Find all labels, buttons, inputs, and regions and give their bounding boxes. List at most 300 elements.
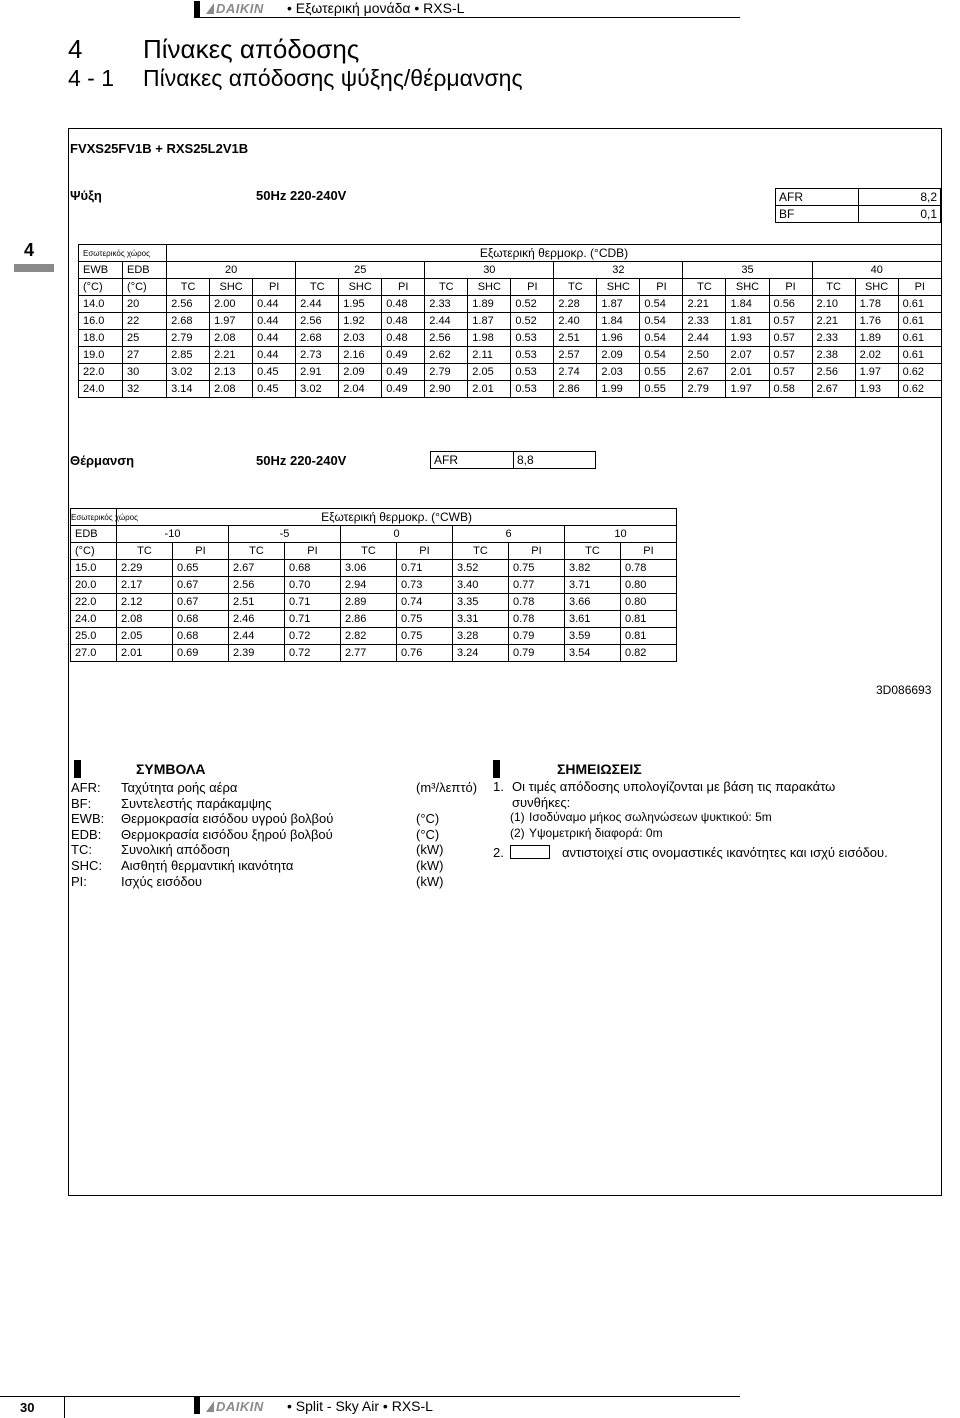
- table-row: [71, 611, 677, 628]
- table-cell: 16.0: [79, 313, 123, 330]
- table-cell: 0.75: [509, 560, 565, 577]
- table-cell: 2.01: [117, 645, 173, 662]
- table-cell: 2.13: [210, 364, 253, 381]
- table-cell: 0.72: [285, 628, 341, 645]
- table-cell: 2.44: [229, 628, 285, 645]
- table-cell: 0.68: [285, 560, 341, 577]
- table-cell: 0.74: [397, 594, 453, 611]
- cooling-subcol-header: PI: [640, 279, 683, 296]
- table-row: [79, 347, 942, 364]
- table-cell: 1.98: [468, 330, 511, 347]
- table-cell: 0.81: [621, 611, 677, 628]
- table-cell: 2.40: [554, 313, 597, 330]
- cooling-temp-header: 32: [554, 262, 683, 279]
- side-tab-number: 4: [24, 240, 35, 260]
- table-cell: 3.54: [565, 645, 621, 662]
- cooling-ewb-header: EWB: [79, 262, 123, 279]
- table-cell: 0.65: [173, 560, 229, 577]
- table-cell: 1.99: [597, 381, 640, 398]
- table-cell: 2.21: [210, 347, 253, 364]
- table-cell: 27.0: [71, 645, 117, 662]
- symbol-desc: Θερμοκρασία εισόδου υγρού βολβού: [121, 811, 334, 827]
- table-cell: 2.46: [229, 611, 285, 628]
- table-cell: 2.33: [812, 330, 855, 347]
- table-cell: 2.03: [339, 330, 382, 347]
- table-cell: 2.68: [167, 313, 210, 330]
- table-cell: 2.89: [341, 594, 397, 611]
- heating-subcol-header: TC: [453, 543, 509, 560]
- symbol-abbr: BF:: [71, 795, 92, 811]
- table-cell: 0.53: [511, 381, 554, 398]
- table-cell: 0.78: [509, 594, 565, 611]
- symbol-unit: (kW): [416, 858, 444, 873]
- table-cell: 0.62: [898, 364, 941, 381]
- heating-edb-unit: (°C): [71, 543, 117, 560]
- table-cell: 2.57: [554, 347, 597, 364]
- table-cell: 0.57: [769, 330, 812, 347]
- table-cell: 20: [123, 296, 167, 313]
- table-cell: 0.78: [509, 611, 565, 628]
- header-rule: [194, 17, 740, 18]
- symbol-unit: (m³/λεπτό): [416, 780, 478, 795]
- table-cell: 0.77: [509, 577, 565, 594]
- heating-subcol-header: PI: [621, 543, 677, 560]
- table-cell: 15.0: [71, 560, 117, 577]
- cooling-subcol-header: TC: [554, 279, 597, 296]
- cooling-afr-value: 8,2: [859, 189, 941, 206]
- table-cell: 0.57: [769, 347, 812, 364]
- table-cell: 2.86: [554, 381, 597, 398]
- heating-subcol-header: PI: [509, 543, 565, 560]
- symbol-unit: (°C): [416, 811, 440, 827]
- note-1a-text: Ισοδύναμο μήκος σωληνώσεων ψυκτικού: 5m: [529, 810, 772, 824]
- table-cell: 0.45: [253, 381, 296, 398]
- cooling-bf-value: 0,1: [859, 206, 941, 223]
- cooling-temp-header: 25: [296, 262, 425, 279]
- heating-temp-header: 0: [341, 526, 453, 543]
- cooling-subcol-header: TC: [296, 279, 339, 296]
- heating-temp-header: -5: [229, 526, 341, 543]
- table-cell: 2.51: [229, 594, 285, 611]
- cooling-subcol-header: PI: [253, 279, 296, 296]
- cooling-temp-header: 30: [425, 262, 554, 279]
- table-cell: 1.89: [855, 330, 898, 347]
- heating-subcol-header: TC: [117, 543, 173, 560]
- table-cell: 1.84: [597, 313, 640, 330]
- table-cell: 2.56: [167, 296, 210, 313]
- footer-divider: [64, 1396, 65, 1418]
- footer-title-text: Split - Sky Air • RXS-L: [295, 1398, 433, 1414]
- table-cell: 3.82: [565, 560, 621, 577]
- footer-daikin-logo: DAIKIN: [206, 1399, 264, 1414]
- table-cell: 2.04: [339, 381, 382, 398]
- header-bar: [194, 1, 200, 18]
- symbol-desc: Ταχύτητα ροής αέρα: [121, 780, 238, 795]
- table-cell: 0.79: [509, 628, 565, 645]
- table-cell: 2.90: [425, 381, 468, 398]
- table-cell: 2.44: [425, 313, 468, 330]
- table-cell: 0.79: [509, 645, 565, 662]
- table-cell: 25: [123, 330, 167, 347]
- cooling-subcol-header: TC: [167, 279, 210, 296]
- cooling-edb-unit: (°C): [123, 279, 167, 296]
- cooling-subcol-header: TC: [683, 279, 726, 296]
- table-cell: 2.38: [812, 347, 855, 364]
- table-cell: 0.45: [253, 364, 296, 381]
- table-cell: 22: [123, 313, 167, 330]
- table-cell: 0.69: [173, 645, 229, 662]
- section-number: 4: [68, 34, 83, 64]
- note-1-text-2: συνθήκες:: [512, 795, 571, 810]
- symbol-desc: Ισχύς εισόδου: [121, 873, 202, 889]
- table-row: [79, 381, 942, 398]
- table-cell: 0.54: [640, 313, 683, 330]
- symbols-marker: [74, 760, 81, 778]
- section-title: Πίνακες απόδοσης: [143, 34, 360, 64]
- table-row: [71, 645, 677, 662]
- table-cell: 0.61: [898, 313, 941, 330]
- table-cell: 0.80: [621, 577, 677, 594]
- symbol-abbr: PI:: [71, 873, 87, 889]
- symbol-abbr: EWB:: [71, 811, 105, 827]
- table-cell: 1.89: [468, 296, 511, 313]
- heating-afr-label: AFR: [431, 452, 514, 469]
- table-cell: 2.91: [296, 364, 339, 381]
- table-cell: 0.48: [382, 296, 425, 313]
- table-cell: 2.29: [117, 560, 173, 577]
- symbol-abbr: SHC:: [71, 858, 103, 873]
- heating-outdoor-header: Εξωτερική θερμοκρ. (°CWB): [117, 509, 677, 526]
- note-1b-text: Υψομετρική διαφορά: 0m: [529, 826, 663, 840]
- table-cell: 2.56: [229, 577, 285, 594]
- table-cell: 0.61: [898, 347, 941, 364]
- table-cell: 0.54: [640, 330, 683, 347]
- table-cell: 0.61: [898, 330, 941, 347]
- table-cell: 0.55: [640, 381, 683, 398]
- notes-marker: [493, 760, 500, 778]
- table-cell: 0.44: [253, 347, 296, 364]
- table-cell: 2.56: [425, 330, 468, 347]
- table-cell: 3.28: [453, 628, 509, 645]
- table-cell: 2.16: [339, 347, 382, 364]
- heating-temp-header: 10: [565, 526, 677, 543]
- table-cell: 1.87: [597, 296, 640, 313]
- note-2-text: αντιστοιχεί στις ονομαστικές ικανότητες και ισχύ εισόδου.: [562, 845, 888, 860]
- subsection-title: Πίνακες απόδοσης ψύξης/θέρμανσης: [143, 65, 523, 91]
- cooling-subcol-header: SHC: [339, 279, 382, 296]
- note-2-box: [510, 845, 550, 860]
- cooling-afr-bf-table: [775, 188, 941, 223]
- table-cell: 22.0: [71, 594, 117, 611]
- cooling-bf-label: BF: [776, 206, 859, 223]
- table-cell: 25.0: [71, 628, 117, 645]
- symbol-unit: (kW): [416, 873, 444, 889]
- cooling-subcol-header: PI: [769, 279, 812, 296]
- table-cell: 2.28: [554, 296, 597, 313]
- heating-temp-header: 6: [453, 526, 565, 543]
- cooling-subcol-header: TC: [425, 279, 468, 296]
- table-cell: 0.54: [640, 296, 683, 313]
- table-cell: 3.06: [341, 560, 397, 577]
- table-cell: 0.44: [253, 330, 296, 347]
- table-cell: 24.0: [71, 611, 117, 628]
- table-cell: 2.50: [683, 347, 726, 364]
- cooling-subcol-header: PI: [511, 279, 554, 296]
- cooling-subcol-header: SHC: [726, 279, 769, 296]
- table-cell: 2.33: [425, 296, 468, 313]
- table-cell: 3.02: [296, 381, 339, 398]
- table-cell: 2.02: [855, 347, 898, 364]
- heating-subcol-header: PI: [397, 543, 453, 560]
- cooling-afr-label: AFR: [776, 189, 859, 206]
- table-cell: 0.73: [397, 577, 453, 594]
- table-cell: 3.59: [565, 628, 621, 645]
- table-cell: 0.48: [382, 313, 425, 330]
- daikin-logo: DAIKIN: [206, 1, 264, 16]
- heating-power: 50Hz 220-240V: [256, 453, 347, 468]
- symbol-unit: (°C): [416, 826, 440, 842]
- table-cell: 2.82: [341, 628, 397, 645]
- heating-subcol-header: TC: [341, 543, 397, 560]
- symbol-desc: Συνολική απόδοση: [121, 842, 230, 858]
- table-cell: 3.02: [167, 364, 210, 381]
- subsection-number: 4 - 1: [68, 65, 115, 91]
- table-cell: 0.72: [285, 645, 341, 662]
- table-cell: 0.44: [253, 296, 296, 313]
- table-cell: 1.81: [726, 313, 769, 330]
- table-cell: 0.49: [382, 347, 425, 364]
- table-cell: 2.73: [296, 347, 339, 364]
- table-cell: 0.53: [511, 364, 554, 381]
- table-cell: 3.40: [453, 577, 509, 594]
- table-cell: 3.24: [453, 645, 509, 662]
- table-cell: 2.85: [167, 347, 210, 364]
- table-cell: 2.77: [341, 645, 397, 662]
- heating-subcol-header: TC: [229, 543, 285, 560]
- table-cell: 3.71: [565, 577, 621, 594]
- table-cell: 0.61: [898, 296, 941, 313]
- table-cell: 18.0: [79, 330, 123, 347]
- symbols-title: ΣΥΜΒΟΛΑ: [136, 761, 206, 777]
- table-cell: 0.71: [285, 611, 341, 628]
- table-cell: 2.67: [683, 364, 726, 381]
- table-cell: 3.14: [167, 381, 210, 398]
- table-row: [79, 364, 942, 381]
- table-cell: 2.00: [210, 296, 253, 313]
- table-cell: 24.0: [79, 381, 123, 398]
- table-cell: 2.67: [812, 381, 855, 398]
- cooling-label: Ψύξη: [70, 188, 102, 203]
- cooling-subcol-header: TC: [812, 279, 855, 296]
- table-cell: 0.82: [621, 645, 677, 662]
- table-cell: 2.09: [597, 347, 640, 364]
- table-cell: 2.62: [425, 347, 468, 364]
- cooling-subcol-header: SHC: [468, 279, 511, 296]
- table-cell: 1.93: [855, 381, 898, 398]
- table-cell: 0.52: [511, 313, 554, 330]
- table-cell: 19.0: [79, 347, 123, 364]
- reference-code: 3D086693: [876, 683, 932, 697]
- table-cell: 0.71: [285, 594, 341, 611]
- table-cell: 0.56: [769, 296, 812, 313]
- notes-title: ΣΗΜΕΙΩΣΕΙΣ: [557, 761, 642, 777]
- table-cell: 2.79: [683, 381, 726, 398]
- table-cell: 0.53: [511, 330, 554, 347]
- heating-edb-header: EDB: [71, 526, 117, 543]
- heating-subcol-header: PI: [285, 543, 341, 560]
- table-cell: 2.86: [341, 611, 397, 628]
- heating-indoor-header: Εσωτερικός χώρος: [71, 509, 117, 526]
- table-cell: 3.35: [453, 594, 509, 611]
- table-cell: 2.03: [597, 364, 640, 381]
- heating-label: Θέρμανση: [70, 453, 135, 468]
- table-cell: 1.97: [210, 313, 253, 330]
- table-cell: 2.01: [468, 381, 511, 398]
- footer-title: • Split - Sky Air • RXS-L: [287, 1398, 433, 1414]
- table-cell: 2.01: [726, 364, 769, 381]
- table-cell: 0.68: [173, 628, 229, 645]
- table-cell: 2.68: [296, 330, 339, 347]
- table-cell: 2.74: [554, 364, 597, 381]
- table-cell: 22.0: [79, 364, 123, 381]
- table-cell: 0.55: [640, 364, 683, 381]
- table-cell: 0.48: [382, 330, 425, 347]
- table-row: [71, 560, 677, 577]
- table-cell: 2.12: [117, 594, 173, 611]
- table-cell: 2.05: [468, 364, 511, 381]
- table-row: [79, 296, 942, 313]
- table-cell: 2.07: [726, 347, 769, 364]
- cooling-subcol-header: SHC: [597, 279, 640, 296]
- table-cell: 2.21: [683, 296, 726, 313]
- table-cell: 27: [123, 347, 167, 364]
- table-cell: 1.76: [855, 313, 898, 330]
- table-cell: 0.80: [621, 594, 677, 611]
- table-cell: 0.81: [621, 628, 677, 645]
- table-cell: 14.0: [79, 296, 123, 313]
- cooling-subcol-header: SHC: [210, 279, 253, 296]
- table-cell: 2.67: [229, 560, 285, 577]
- cooling-temp-header: 20: [167, 262, 296, 279]
- table-cell: 1.87: [468, 313, 511, 330]
- table-cell: 0.68: [173, 611, 229, 628]
- header-title: • Εξωτερική μονάδα • RXS-L: [287, 0, 465, 16]
- table-cell: 2.94: [341, 577, 397, 594]
- table-cell: 2.44: [683, 330, 726, 347]
- table-cell: 1.97: [726, 381, 769, 398]
- table-cell: 0.75: [397, 611, 453, 628]
- cooling-subcol-header: PI: [898, 279, 941, 296]
- table-cell: 0.70: [285, 577, 341, 594]
- table-cell: 0.57: [769, 313, 812, 330]
- note-1-text: Οι τιμές απόδοσης υπολογίζονται με βάση τις παρακάτω: [512, 779, 836, 794]
- table-cell: 0.71: [397, 560, 453, 577]
- heating-afr-table: [430, 451, 596, 469]
- heating-performance-table: [70, 508, 677, 662]
- table-cell: 2.39: [229, 645, 285, 662]
- footer-bar: [194, 1397, 200, 1414]
- symbol-abbr: EDB:: [71, 826, 102, 842]
- table-cell: 3.31: [453, 611, 509, 628]
- table-cell: 0.44: [253, 313, 296, 330]
- symbol-desc: Συντελεστής παράκαμψης: [121, 795, 272, 811]
- table-cell: 2.08: [210, 330, 253, 347]
- cooling-ewb-unit: (°C): [79, 279, 123, 296]
- cooling-performance-table: [78, 244, 942, 398]
- table-cell: 2.51: [554, 330, 597, 347]
- table-cell: 1.93: [726, 330, 769, 347]
- symbol-abbr: TC:: [71, 842, 92, 858]
- note-1b-number: (2): [510, 826, 525, 840]
- table-cell: 0.67: [173, 594, 229, 611]
- table-cell: 2.33: [683, 313, 726, 330]
- symbol-desc: Αισθητή θερμαντική ικανότητα: [121, 858, 294, 873]
- table-cell: 32: [123, 381, 167, 398]
- table-row: [71, 628, 677, 645]
- note-1a-number: (1): [510, 810, 525, 824]
- table-cell: 20.0: [71, 577, 117, 594]
- table-cell: 0.49: [382, 364, 425, 381]
- model-name: FVXS25FV1B + RXS25L2V1B: [70, 141, 249, 156]
- table-cell: 3.66: [565, 594, 621, 611]
- table-row: [79, 330, 942, 347]
- table-cell: 2.05: [117, 628, 173, 645]
- table-cell: 2.21: [812, 313, 855, 330]
- table-cell: 1.78: [855, 296, 898, 313]
- cooling-indoor-header: Εσωτερικός χώρος: [79, 245, 167, 262]
- table-cell: 1.95: [339, 296, 382, 313]
- table-cell: 0.53: [511, 347, 554, 364]
- table-cell: 0.58: [769, 381, 812, 398]
- side-tab-bar: [14, 264, 54, 272]
- note-1-number: 1.: [493, 779, 504, 794]
- table-cell: 2.08: [210, 381, 253, 398]
- cooling-outdoor-header: Εξωτερική θερμοκρ. (°CDB): [167, 245, 942, 262]
- table-cell: 2.56: [296, 313, 339, 330]
- table-cell: 2.56: [812, 364, 855, 381]
- cooling-edb-header: EDB: [123, 262, 167, 279]
- symbol-abbr: AFR:: [71, 780, 101, 795]
- symbol-unit: (kW): [416, 842, 444, 858]
- table-cell: 0.67: [173, 577, 229, 594]
- table-cell: 2.44: [296, 296, 339, 313]
- cooling-temp-header: 40: [812, 262, 941, 279]
- table-cell: 1.92: [339, 313, 382, 330]
- symbol-desc: Θερμοκρασία εισόδου ξηρού βολβού: [121, 826, 333, 842]
- footer-rule: [0, 1396, 740, 1397]
- table-cell: 2.10: [812, 296, 855, 313]
- heating-temp-header: -10: [117, 526, 229, 543]
- table-cell: 2.79: [167, 330, 210, 347]
- table-cell: 0.75: [397, 628, 453, 645]
- table-cell: 0.76: [397, 645, 453, 662]
- cooling-subcol-header: SHC: [855, 279, 898, 296]
- heating-afr-value: 8,8: [514, 452, 596, 469]
- table-cell: 2.09: [339, 364, 382, 381]
- cooling-subcol-header: PI: [382, 279, 425, 296]
- table-cell: 1.97: [855, 364, 898, 381]
- cooling-power: 50Hz 220-240V: [256, 188, 347, 203]
- table-cell: 0.57: [769, 364, 812, 381]
- page-number: 30: [20, 1400, 35, 1415]
- table-cell: 2.79: [425, 364, 468, 381]
- table-cell: 2.08: [117, 611, 173, 628]
- table-cell: 30: [123, 364, 167, 381]
- table-cell: 3.52: [453, 560, 509, 577]
- note-2-number: 2.: [493, 845, 504, 860]
- table-row: [71, 577, 677, 594]
- table-cell: 2.11: [468, 347, 511, 364]
